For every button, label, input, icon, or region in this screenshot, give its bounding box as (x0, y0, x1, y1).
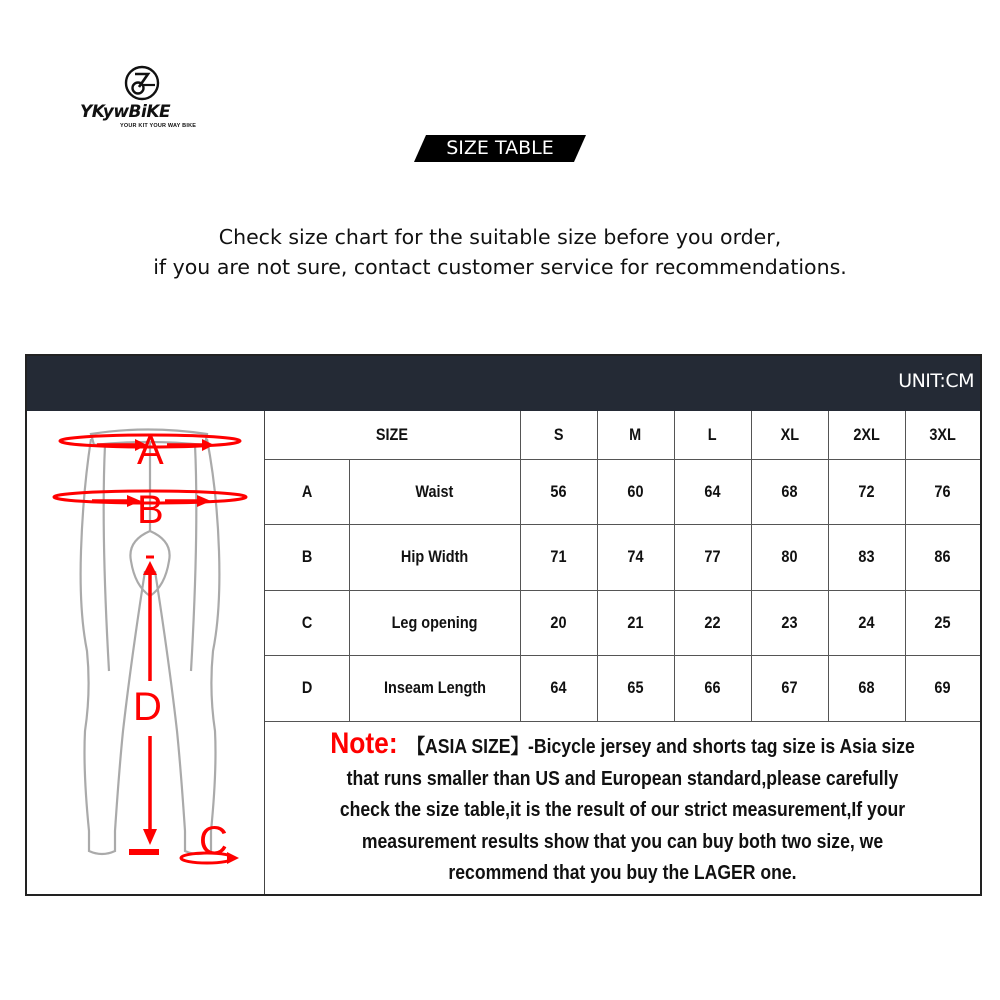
cell-value: 68 (751, 459, 828, 525)
cell-value: 64 (520, 656, 597, 722)
cell-value: 80 (751, 525, 828, 591)
row-measure: Waist (349, 459, 520, 525)
size-header-cell: SIZE (265, 411, 520, 459)
table-row-inseam-length (265, 656, 980, 722)
cell-value: 23 (751, 590, 828, 656)
note-line-1: Note: 【ASIA SIZE】-Bicycle jersey and shorts tag size is Asia size (330, 727, 915, 760)
cell-value: 24 (828, 590, 905, 656)
svg-text:B: B (137, 488, 164, 532)
cell-value: 56 (520, 459, 597, 525)
size-table-banner (414, 135, 586, 162)
cell-value: 86 (905, 525, 980, 591)
intro-line-1: Check size chart for the suitable size before you order, (218, 225, 782, 249)
cell-value: 71 (520, 525, 597, 591)
svg-text:A: A (137, 429, 164, 473)
cell-value: 76 (905, 459, 980, 525)
brand-tagline: YOUR KIT YOUR WAY BIKE (120, 123, 197, 129)
cell-value: 65 (597, 656, 674, 722)
brand-logo (80, 62, 210, 132)
table-row-waist (265, 459, 980, 525)
note-label: Note: (330, 727, 398, 760)
size-chart (25, 354, 982, 896)
cell-value: 72 (828, 459, 905, 525)
cell-value: 83 (828, 525, 905, 591)
row-code: A (265, 459, 349, 525)
note-line-2: that runs smaller than US and European standard,please carefully (346, 767, 899, 790)
cell-value: 69 (905, 656, 980, 722)
pants-measurement-icon (27, 411, 265, 894)
bicycle-circle-logo-icon (121, 65, 163, 101)
size-col-m: M (597, 411, 674, 459)
size-col-xl: XL (751, 411, 828, 459)
row-measure: Inseam Length (349, 656, 520, 722)
cell-value: 21 (597, 590, 674, 656)
row-code: D (265, 656, 349, 722)
size-col-2xl: 2XL (828, 411, 905, 459)
note-line-5: recommend that you buy the LAGER one. (448, 862, 797, 884)
svg-text:D: D (133, 685, 162, 729)
size-col-l: L (674, 411, 751, 459)
pants-diagram (27, 411, 265, 894)
cell-value: 66 (674, 656, 751, 722)
row-code: C (265, 590, 349, 656)
intro-text (0, 222, 1000, 282)
cell-value: 60 (597, 459, 674, 525)
table-row-hip-width (265, 525, 980, 591)
brand-name: YKywBiKE (80, 102, 171, 122)
table-row-leg-opening (265, 590, 980, 656)
cell-value: 68 (828, 656, 905, 722)
cell-value: 20 (520, 590, 597, 656)
cell-value: 74 (597, 525, 674, 591)
size-col-s: S (520, 411, 597, 459)
cell-value: 25 (905, 590, 980, 656)
cell-value: 77 (674, 525, 751, 591)
row-code: B (265, 525, 349, 591)
cell-value: 67 (751, 656, 828, 722)
unit-header-bar (27, 356, 980, 411)
row-measure: Leg opening (349, 590, 520, 656)
svg-text:C: C (199, 819, 228, 863)
intro-line-2: if you are not sure, contact customer service for recommendations. (153, 255, 847, 279)
cell-value: 22 (674, 590, 751, 656)
size-table (265, 411, 980, 722)
banner-title: SIZE TABLE (446, 137, 554, 159)
size-col-3xl: 3XL (905, 411, 980, 459)
cell-value: 64 (674, 459, 751, 525)
note-line-3: check the size table,it is the result of our strict measurement,If your (339, 799, 906, 821)
size-header-row (265, 411, 980, 459)
asia-size-note (265, 722, 980, 894)
row-measure: Hip Width (349, 525, 520, 591)
note-line-4: measurement results show that you can buy both two size, we (361, 830, 884, 853)
unit-label: UNIT:CM (898, 370, 974, 392)
